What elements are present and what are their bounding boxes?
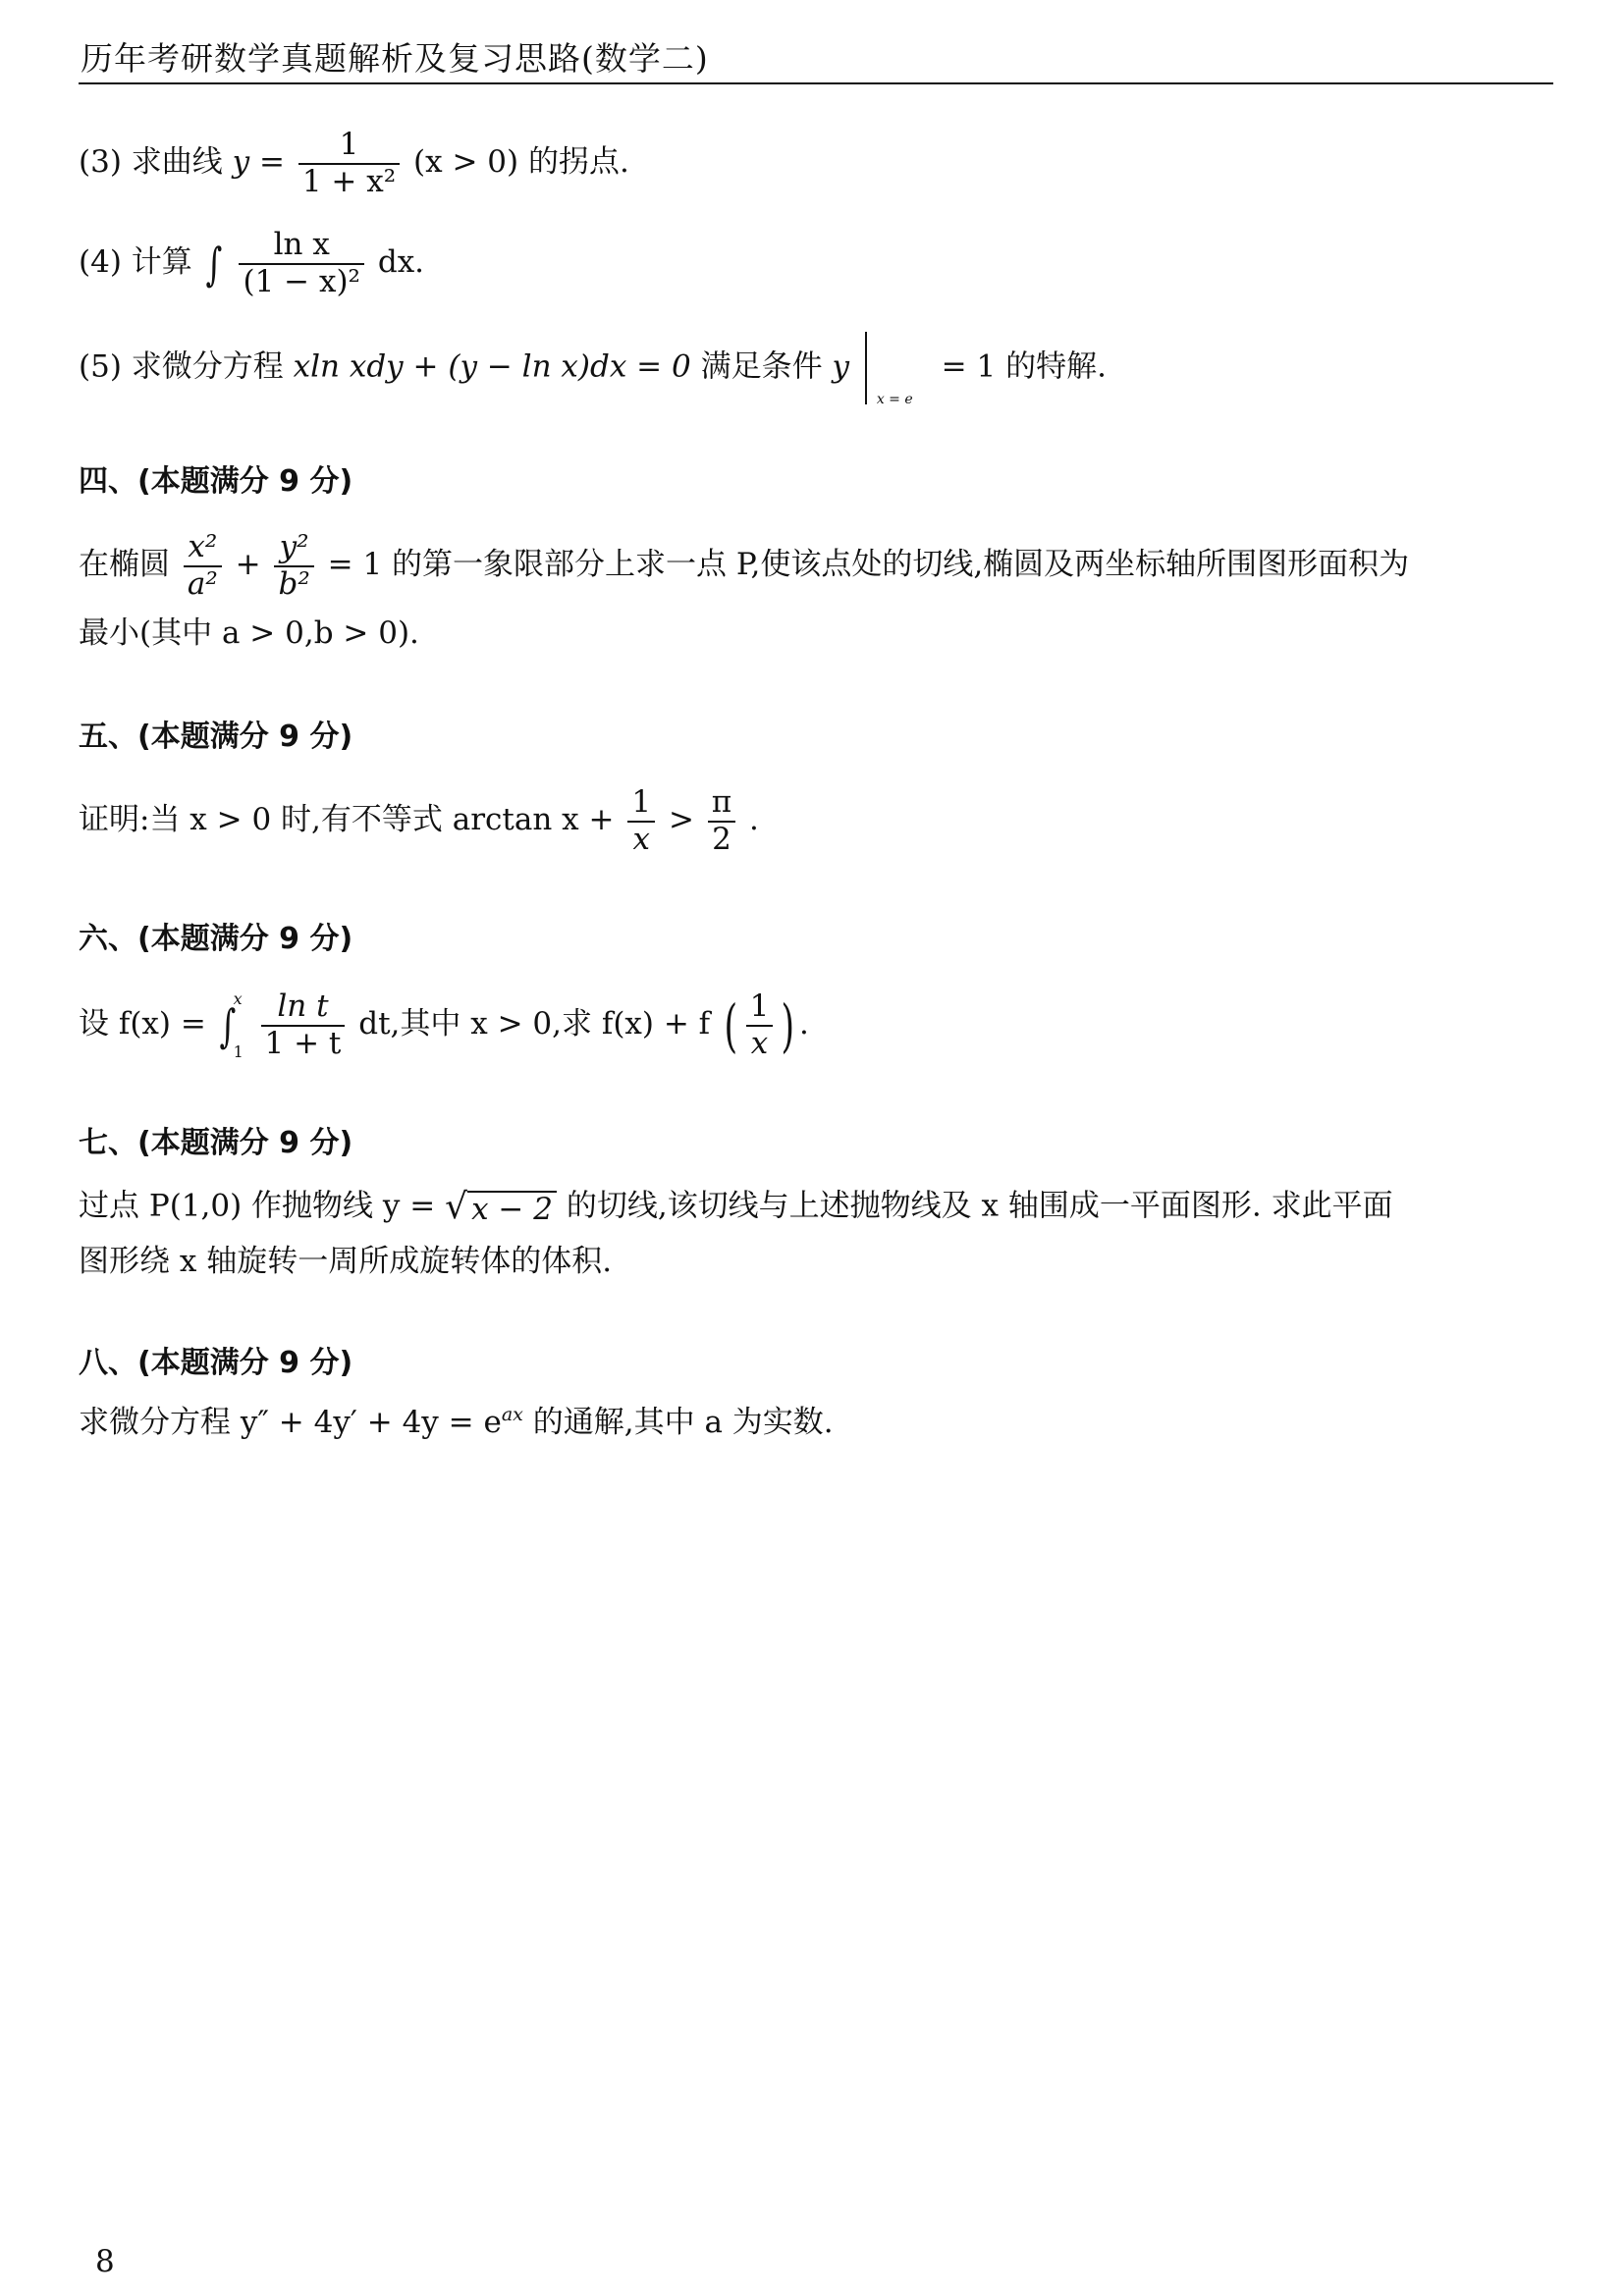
punctuation: .	[799, 1006, 809, 1042]
problem-text: 求微分方程	[131, 348, 284, 385]
exponent: ax	[501, 1404, 523, 1425]
equation: xln xdy + (y − ln x)dx = 0	[293, 348, 691, 385]
fraction	[239, 228, 364, 299]
fraction-numerator: y²	[274, 530, 313, 567]
fraction	[627, 785, 655, 857]
section-text: 设 f(x) =	[79, 1006, 206, 1042]
section-5-heading: 五、(本题满分 9 分)	[79, 720, 353, 754]
problem-text: 的拐点.	[527, 144, 629, 181]
section-4-line-1	[79, 530, 1409, 602]
problem-text: dx.	[377, 244, 425, 281]
square-root	[445, 1187, 557, 1227]
condition: (x > 0)	[413, 144, 519, 181]
problem-text: 计算	[131, 244, 192, 281]
fraction	[184, 530, 222, 602]
section-7-line-2: 图形绕 x 轴旋转一周所成旋转体的体积.	[79, 1244, 613, 1279]
math-op: +	[235, 547, 261, 583]
section-8-heading: 八、(本题满分 9 分)	[79, 1346, 353, 1380]
math-op: >	[668, 802, 694, 838]
problem-4	[79, 228, 424, 299]
fraction-denominator: a²	[187, 565, 218, 602]
integral-upper: x	[233, 988, 243, 1008]
integral-sign: ∫	[219, 998, 237, 1052]
fraction-numerator: ln t	[261, 989, 346, 1027]
section-text: 过点 P(1,0) 作抛物线 y =	[79, 1188, 436, 1224]
right-paren: )	[781, 991, 795, 1059]
integral-limits	[233, 988, 247, 1061]
section-text: 求微分方程 y″ + 4y′ + 4y = e	[79, 1405, 502, 1440]
problem-3	[79, 128, 629, 199]
evaluation-bar	[865, 332, 926, 407]
integral-lower: 1	[233, 1041, 244, 1061]
fraction-numerator: 1	[746, 989, 774, 1027]
section-4-heading: 四、(本题满分 9 分)	[79, 464, 353, 499]
integral-sign: ∫	[205, 237, 223, 291]
fraction	[274, 530, 313, 602]
punctuation: .	[749, 802, 759, 838]
problem-number: (3)	[79, 144, 122, 181]
section-text: 的切线,该切线与上述抛物线及 x 轴围成一平面图形. 求此平面	[566, 1188, 1393, 1224]
section-text: = 1 的第一象限部分上求一点 P,使该点处的切线,椭圆及两坐标轴所围图形面积为	[327, 547, 1410, 583]
fraction-denominator: x	[750, 1025, 769, 1061]
math-var: y	[232, 144, 250, 181]
section-5-line	[79, 785, 759, 857]
fraction-numerator: 1	[627, 785, 655, 823]
radical-sign: √	[445, 1187, 468, 1227]
section-text: 证明:当 x > 0 时,有不等式 arctan x +	[79, 802, 615, 838]
problem-text: 求曲线	[131, 144, 223, 181]
math-rhs: = 1	[941, 348, 997, 385]
section-text: 在椭圆	[79, 547, 170, 583]
running-header	[79, 26, 1553, 84]
fraction-denominator: 1 + t	[264, 1025, 342, 1061]
fraction	[708, 785, 735, 857]
section-6-line	[79, 989, 809, 1061]
section-text: 的通解,其中 a 为实数.	[532, 1405, 834, 1440]
fraction	[261, 989, 346, 1061]
problem-number: (4)	[79, 244, 122, 281]
evaluation-subscript: x = e	[876, 392, 913, 407]
math-op: =	[259, 144, 285, 181]
section-6-heading: 六、(本题满分 9 分)	[79, 922, 353, 956]
problem-text: 满足条件	[700, 348, 823, 385]
problem-5	[79, 332, 1107, 407]
fraction-numerator: 1	[298, 128, 400, 165]
page-number: 8	[95, 2244, 115, 2279]
section-4-line-2: 最小(其中 a > 0,b > 0).	[79, 615, 419, 651]
fraction-numerator: π	[708, 785, 735, 823]
left-paren: (	[724, 991, 738, 1059]
fraction-numerator: x²	[184, 530, 222, 567]
problem-text: 的特解.	[1005, 348, 1107, 385]
fraction-numerator: ln x	[239, 228, 364, 265]
fraction-denominator: b²	[278, 565, 310, 602]
section-7-line-1	[79, 1187, 1393, 1227]
header-title: 历年考研数学真题解析及复习思路(数学二)	[81, 39, 709, 78]
problem-number: (5)	[79, 348, 122, 385]
section-8-line	[79, 1406, 834, 1438]
radicand: x − 2	[467, 1191, 557, 1225]
fraction-denominator: 1 + x²	[301, 163, 397, 199]
fraction	[298, 128, 400, 199]
section-7-heading: 七、(本题满分 9 分)	[79, 1126, 353, 1160]
math-var: y	[832, 348, 849, 385]
section-text: dt,其中 x > 0,求 f(x) + f	[358, 1006, 711, 1042]
fraction	[746, 989, 774, 1061]
fraction-denominator: 2	[712, 821, 731, 857]
fraction-denominator: (1 − x)²	[243, 263, 360, 299]
fraction-denominator: x	[632, 821, 650, 857]
